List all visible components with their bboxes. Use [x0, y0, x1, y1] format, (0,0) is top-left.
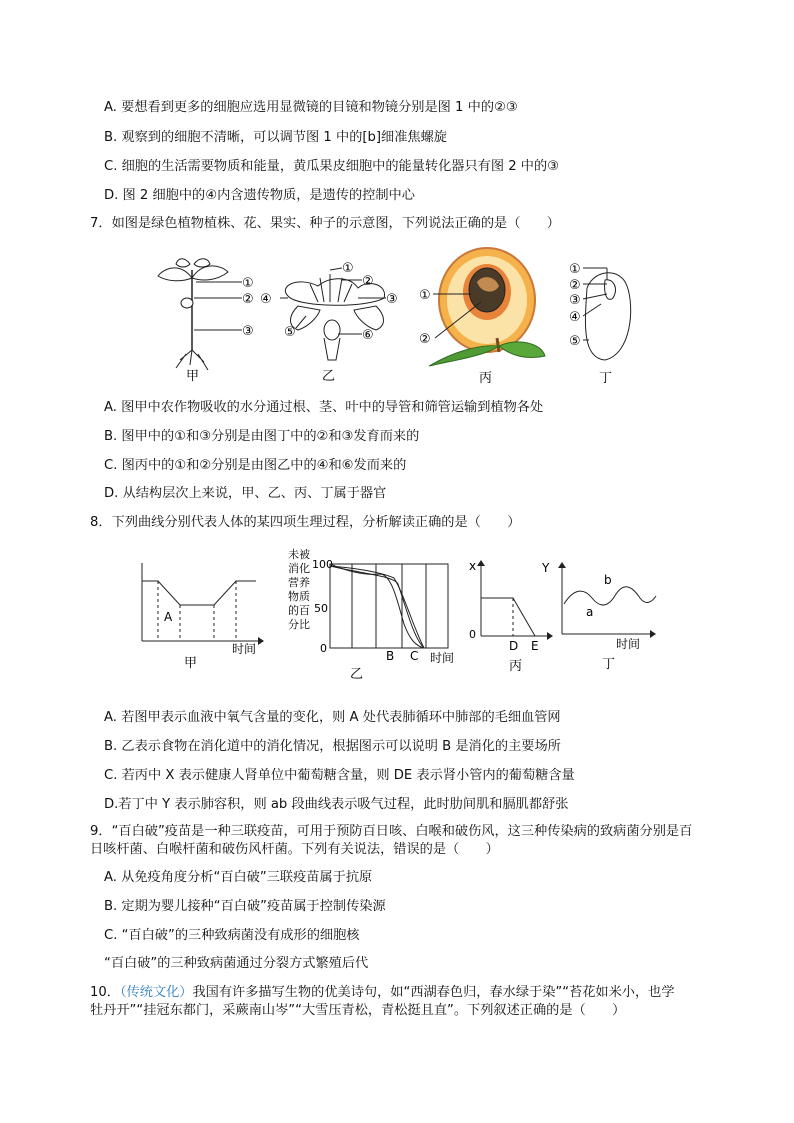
ding-marker-3: ③	[569, 293, 581, 308]
bing-y-label: x	[469, 559, 477, 573]
q6-option-a: A. 要想看到更多的细胞应选用显微镜的目镜和物镜分别是图 1 中的②③	[104, 100, 518, 115]
yi-graph-caption: 乙	[350, 667, 364, 682]
q8-option-a: A. 若图甲表示血液中氧气含量的变化，则 A 处代表肺循环中肺部的毛细血管网	[104, 710, 561, 725]
jia-marker-1: ①	[242, 276, 254, 291]
bing-marker-2: ②	[419, 332, 431, 347]
yi-y100: 100	[312, 558, 333, 571]
yi-marker-6: ⑥	[362, 328, 374, 343]
yi-ylabel-5: 的百	[288, 604, 310, 617]
jia-point-a: A	[164, 610, 173, 624]
yi-ylabel-6: 分比	[288, 618, 310, 631]
q8-option-d: D.若丁中 Y 表示肺容积，则 ab 段曲线表示吸气过程，此时肋间肌和膈肌都舒张	[104, 797, 569, 812]
q7-option-a: A. 图甲中农作物吸收的水分通过根、茎、叶中的导管和筛管运输到植物各处	[104, 400, 544, 415]
q7-stem: 7．如图是绿色植物植株、花、果实、种子的示意图，下列说法正确的是（ ）	[90, 216, 560, 231]
ding-caption: 丁	[599, 371, 613, 386]
q6-option-b: B. 观察到的细胞不清晰，可以调节图 1 中的[b]细准焦螺旋	[104, 130, 447, 145]
q7-option-b: B. 图甲中的①和③分别是由图丁中的②和③发育而来的	[104, 429, 420, 444]
q8-option-c: C. 若丙中 X 表示健康人肾单位中葡萄糖含量，则 DE 表示肾小管内的葡萄糖含量	[104, 768, 575, 783]
ding-marker-2: ②	[569, 278, 581, 293]
yi-ylabel-3: 营养	[288, 576, 310, 589]
q8-graph-ding	[536, 558, 661, 674]
yi-y50: 50	[314, 602, 328, 615]
bing-caption: 丙	[479, 371, 493, 386]
ding-marker-4: ④	[569, 310, 581, 325]
q7-option-d: D. 从结构层次上来说，甲、乙、丙、丁属于器官	[104, 486, 387, 501]
jia-marker-3: ③	[242, 324, 254, 339]
ding-marker-1: ①	[569, 262, 581, 277]
q9-option-a: A. 从免疫角度分析“百白破”三联疫苗属于抗原	[104, 870, 373, 885]
q8-graph-yi	[284, 544, 464, 682]
yi-marker-1: ①	[342, 261, 354, 276]
q7-option-c: C. 图丙中的①和②分别是由图乙中的④和⑥发而来的	[104, 458, 407, 473]
yi-xlabel: 时间	[430, 651, 455, 665]
q8-stem: 8．下列曲线分别代表人体的某四项生理过程，分析解读正确的是（ ）	[90, 515, 521, 530]
ding-label-a: a	[586, 605, 594, 619]
yi-marker-3: ③	[386, 292, 398, 307]
q6-option-c: C. 细胞的生活需要物质和能量，黄瓜果皮细胞中的能量转化器只有图 2 中的③	[104, 159, 559, 174]
yi-marker-4: ④	[260, 292, 272, 307]
yi-caption: 乙	[322, 369, 336, 384]
ding-label-b: b	[604, 573, 612, 587]
bing-label-e: E	[531, 639, 539, 653]
q10-tag[interactable]: （传统文化）	[119, 985, 193, 1000]
yi-y0: 0	[320, 642, 327, 655]
jia-caption: 甲	[186, 369, 200, 384]
q8-option-b: B. 乙表示食物在消化道中的消化情况，根据图示可以说明 B 是消化的主要场所	[104, 739, 561, 754]
q10-stem-line1	[90, 981, 675, 1000]
yi-label-c: C	[410, 649, 419, 663]
q7-figure-ding	[565, 258, 645, 386]
yi-ylabel-2: 消化	[288, 562, 310, 575]
q9-option-b: B. 定期为婴儿接种“百白破”疫苗属于控制传染源	[104, 899, 386, 914]
q10-stem-line2: 牡丹开”“挂冠东都门，采蕨南山岑”“大雪压青松，青松挺且直”。下列叙述正确的是（ ）	[90, 1003, 626, 1018]
q10-number: 10．	[90, 985, 120, 1000]
q8-graph-jia	[128, 555, 268, 675]
jia-xlabel: 时间	[232, 642, 257, 656]
q7-figure-yi	[258, 256, 408, 386]
jia-graph-caption: 甲	[184, 656, 198, 671]
q7-figure-bing	[415, 242, 555, 387]
q9-option-d: “百白破”的三种致病菌通过分裂方式繁殖后代	[104, 956, 369, 971]
q9-stem-line1: 9．“百白破”疫苗是一种三联疫苗，可用于预防百日咳、白喉和破伤风，这三种传染病的致病菌分别是百	[90, 824, 693, 839]
ding-y-label: Y	[542, 561, 550, 575]
q9-stem-line2: 日咳杆菌、白喉杆菌和破伤风杆菌。下列有关说法，错误的是（ ）	[90, 842, 499, 857]
jia-marker-2: ②	[242, 292, 254, 307]
q6-option-d: D. 图 2 细胞中的④内含遗传物质，是遗传的控制中心	[104, 188, 415, 203]
yi-ylabel-1: 未被	[288, 548, 310, 561]
ding-marker-5: ⑤	[569, 334, 581, 349]
q7-figure-jia	[150, 250, 265, 385]
bing-origin: 0	[469, 628, 476, 641]
yi-marker-2: ②	[362, 274, 374, 289]
bing-graph-caption: 丙	[509, 659, 523, 674]
ding-graph-caption: 丁	[602, 657, 616, 672]
bing-marker-1: ①	[419, 288, 431, 303]
yi-marker-5: ⑤	[284, 325, 296, 340]
bing-label-d: D	[509, 639, 519, 653]
yi-ylabel-4: 物质	[288, 590, 310, 603]
yi-label-b: B	[386, 649, 395, 663]
ding-xlabel: 时间	[616, 637, 641, 651]
q10-line1-text: 我国有许多描写生物的优美诗句，如“西湖春色归，春水绿于染”“苔花如米小，也学	[192, 985, 675, 1000]
q9-option-c: C. “百白破”的三种致病菌没有成形的细胞核	[104, 928, 360, 943]
